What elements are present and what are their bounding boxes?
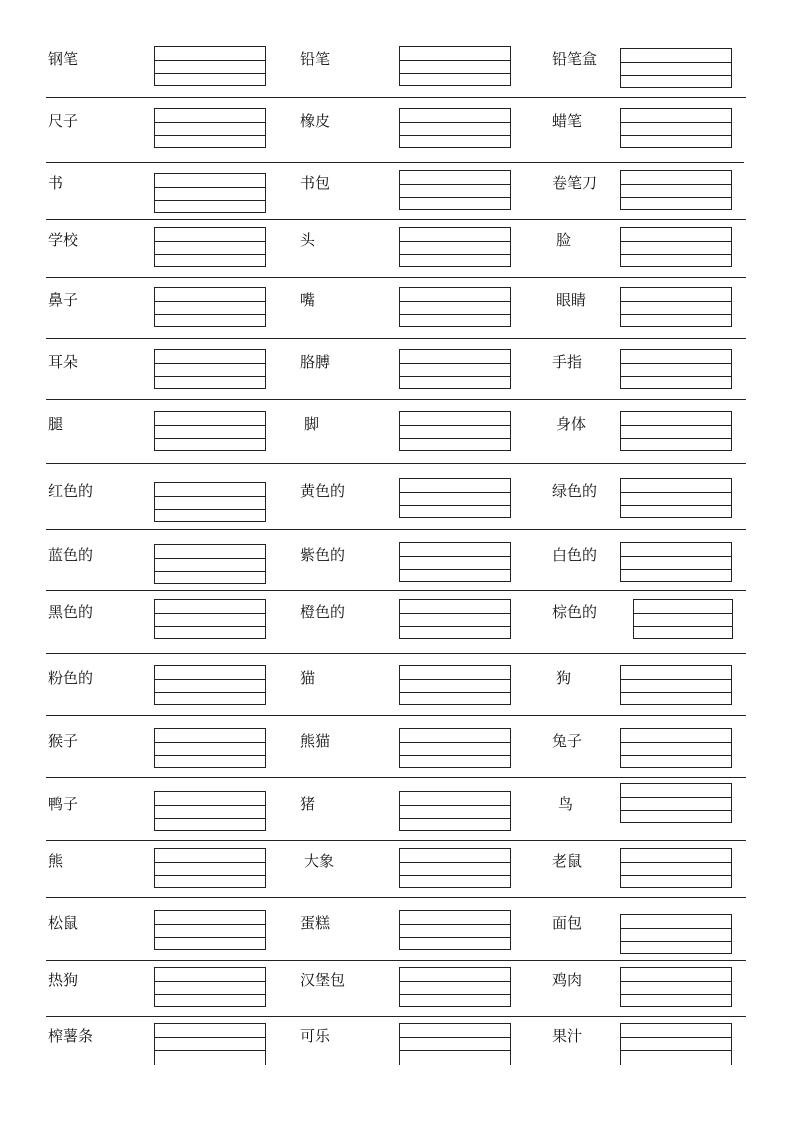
writing-guide-line bbox=[400, 60, 510, 61]
writing-guide-line bbox=[621, 241, 731, 242]
writing-lines-box[interactable] bbox=[620, 914, 732, 954]
writing-guide-line bbox=[400, 924, 510, 925]
writing-lines-box[interactable] bbox=[620, 478, 732, 518]
writing-lines-box[interactable] bbox=[399, 599, 511, 639]
writing-guide-line bbox=[155, 122, 265, 123]
writing-guide-line bbox=[155, 1050, 265, 1051]
writing-guide-line bbox=[621, 742, 731, 743]
writing-lines-box[interactable] bbox=[620, 967, 732, 1007]
writing-guide-line bbox=[400, 1037, 510, 1038]
writing-guide-line bbox=[155, 496, 265, 497]
writing-guide-line bbox=[155, 692, 265, 693]
writing-guide-line bbox=[155, 742, 265, 743]
writing-lines-box[interactable] bbox=[154, 599, 266, 639]
writing-guide-line bbox=[621, 62, 731, 63]
writing-lines-box[interactable] bbox=[633, 599, 733, 639]
writing-guide-line bbox=[155, 875, 265, 876]
word-label: 松鼠 bbox=[48, 914, 79, 932]
writing-guide-line bbox=[400, 73, 510, 74]
writing-guide-line bbox=[155, 376, 265, 377]
writing-lines-box[interactable] bbox=[399, 227, 511, 267]
writing-guide-line bbox=[400, 818, 510, 819]
writing-guide-line bbox=[621, 692, 731, 693]
writing-guide-line bbox=[621, 197, 731, 198]
writing-lines-box[interactable] bbox=[620, 542, 732, 582]
word-label: 狗 bbox=[556, 669, 572, 687]
writing-guide-line bbox=[634, 613, 732, 614]
word-label: 热狗 bbox=[48, 971, 79, 989]
writing-guide-line bbox=[621, 797, 731, 798]
writing-lines-box[interactable] bbox=[399, 349, 511, 389]
word-label: 黄色的 bbox=[300, 482, 346, 500]
row-divider bbox=[46, 399, 746, 400]
writing-lines-box[interactable] bbox=[399, 170, 511, 210]
word-label: 腿 bbox=[48, 415, 64, 433]
writing-guide-line bbox=[155, 425, 265, 426]
writing-guide-line bbox=[400, 425, 510, 426]
writing-lines-box[interactable] bbox=[399, 46, 511, 86]
writing-guide-line bbox=[621, 505, 731, 506]
writing-guide-line bbox=[155, 818, 265, 819]
writing-guide-line bbox=[400, 862, 510, 863]
word-label: 身体 bbox=[556, 415, 587, 433]
word-label: 蛋糕 bbox=[300, 914, 331, 932]
writing-lines-box[interactable] bbox=[154, 967, 266, 1007]
writing-guide-line bbox=[400, 613, 510, 614]
row-divider bbox=[46, 162, 744, 163]
writing-guide-line bbox=[155, 73, 265, 74]
writing-guide-line bbox=[155, 558, 265, 559]
writing-guide-line bbox=[155, 1037, 265, 1038]
word-label: 绿色的 bbox=[552, 482, 598, 500]
word-label: 熊 bbox=[48, 852, 64, 870]
writing-guide-line bbox=[155, 187, 265, 188]
writing-lines-box[interactable] bbox=[154, 665, 266, 705]
writing-lines-box[interactable] bbox=[154, 910, 266, 950]
writing-guide-line bbox=[400, 122, 510, 123]
writing-guide-line bbox=[621, 679, 731, 680]
writing-lines-box[interactable] bbox=[399, 967, 511, 1007]
writing-guide-line bbox=[400, 875, 510, 876]
writing-guide-line bbox=[621, 135, 731, 136]
word-label: 黑色的 bbox=[48, 603, 94, 621]
word-label: 铅笔盒 bbox=[552, 50, 598, 68]
writing-guide-line bbox=[155, 626, 265, 627]
writing-guide-line bbox=[155, 438, 265, 439]
writing-guide-line bbox=[155, 924, 265, 925]
writing-guide-line bbox=[621, 941, 731, 942]
writing-guide-line bbox=[400, 438, 510, 439]
writing-guide-line bbox=[155, 981, 265, 982]
writing-guide-line bbox=[621, 184, 731, 185]
writing-lines-box[interactable] bbox=[154, 1023, 266, 1065]
writing-guide-line bbox=[155, 862, 265, 863]
writing-guide-line bbox=[400, 692, 510, 693]
word-label: 猫 bbox=[300, 669, 316, 687]
writing-guide-line bbox=[155, 135, 265, 136]
word-label: 榨薯条 bbox=[48, 1027, 94, 1045]
word-label: 橡皮 bbox=[300, 112, 331, 130]
row-divider bbox=[46, 777, 746, 778]
writing-guide-line bbox=[621, 810, 731, 811]
row-divider bbox=[46, 653, 746, 654]
writing-lines-box[interactable] bbox=[620, 1023, 732, 1065]
word-label: 粉色的 bbox=[48, 669, 94, 687]
word-label: 面包 bbox=[552, 914, 583, 932]
writing-guide-line bbox=[155, 679, 265, 680]
writing-guide-line bbox=[621, 122, 731, 123]
word-label: 铅笔 bbox=[300, 50, 331, 68]
writing-guide-line bbox=[400, 755, 510, 756]
word-label: 果汁 bbox=[552, 1027, 583, 1045]
writing-guide-line bbox=[621, 301, 731, 302]
word-label: 书包 bbox=[300, 174, 331, 192]
writing-lines-box[interactable] bbox=[620, 48, 732, 88]
writing-guide-line bbox=[621, 254, 731, 255]
writing-lines-box[interactable] bbox=[620, 728, 732, 768]
writing-guide-line bbox=[155, 937, 265, 938]
word-label: 学校 bbox=[48, 231, 79, 249]
writing-lines-box[interactable] bbox=[154, 544, 266, 584]
row-divider bbox=[46, 960, 746, 961]
word-label: 鸡肉 bbox=[552, 971, 583, 989]
word-label: 卷笔刀 bbox=[552, 174, 598, 192]
row-divider bbox=[46, 97, 746, 98]
writing-lines-box[interactable] bbox=[399, 848, 511, 888]
writing-guide-line bbox=[400, 254, 510, 255]
writing-guide-line bbox=[621, 928, 731, 929]
writing-lines-box[interactable] bbox=[154, 287, 266, 327]
word-label: 蓝色的 bbox=[48, 546, 94, 564]
word-label: 嘴 bbox=[300, 291, 316, 309]
writing-lines-box[interactable] bbox=[620, 170, 732, 210]
writing-guide-line bbox=[621, 875, 731, 876]
writing-guide-line bbox=[400, 981, 510, 982]
word-label: 蜡笔 bbox=[552, 112, 583, 130]
word-label: 大象 bbox=[304, 852, 335, 870]
writing-guide-line bbox=[400, 314, 510, 315]
word-label: 眼睛 bbox=[556, 291, 587, 309]
writing-guide-line bbox=[155, 301, 265, 302]
word-label: 钢笔 bbox=[48, 50, 79, 68]
writing-guide-line bbox=[155, 509, 265, 510]
writing-guide-line bbox=[400, 1050, 510, 1051]
word-label: 棕色的 bbox=[552, 603, 598, 621]
writing-guide-line bbox=[621, 755, 731, 756]
writing-lines-box[interactable] bbox=[154, 791, 266, 831]
row-divider bbox=[46, 840, 746, 841]
word-label: 兔子 bbox=[552, 732, 583, 750]
word-label: 白色的 bbox=[552, 546, 598, 564]
writing-guide-line bbox=[155, 613, 265, 614]
writing-guide-line bbox=[400, 363, 510, 364]
writing-guide-line bbox=[155, 755, 265, 756]
writing-guide-line bbox=[155, 805, 265, 806]
word-label: 猪 bbox=[300, 795, 316, 813]
word-label: 鼻子 bbox=[48, 291, 79, 309]
writing-guide-line bbox=[400, 556, 510, 557]
word-label: 猴子 bbox=[48, 732, 79, 750]
writing-guide-line bbox=[621, 75, 731, 76]
word-label: 脸 bbox=[556, 231, 572, 249]
writing-lines-box[interactable] bbox=[399, 542, 511, 582]
word-label: 耳朵 bbox=[48, 353, 79, 371]
word-label: 胳膊 bbox=[300, 353, 331, 371]
row-divider bbox=[46, 715, 746, 716]
writing-lines-box[interactable] bbox=[154, 46, 266, 86]
writing-lines-box[interactable] bbox=[154, 227, 266, 267]
word-label: 汉堡包 bbox=[300, 971, 346, 989]
writing-guide-line bbox=[621, 425, 731, 426]
row-divider bbox=[46, 463, 746, 464]
writing-lines-box[interactable] bbox=[154, 108, 266, 148]
writing-guide-line bbox=[621, 363, 731, 364]
writing-guide-line bbox=[400, 184, 510, 185]
word-label: 红色的 bbox=[48, 482, 94, 500]
writing-lines-box[interactable] bbox=[399, 108, 511, 148]
writing-guide-line bbox=[400, 301, 510, 302]
writing-guide-line bbox=[621, 981, 731, 982]
word-label: 橙色的 bbox=[300, 603, 346, 621]
row-divider bbox=[46, 219, 746, 220]
writing-guide-line bbox=[155, 60, 265, 61]
writing-lines-box[interactable] bbox=[154, 349, 266, 389]
writing-guide-line bbox=[621, 556, 731, 557]
writing-guide-line bbox=[621, 1037, 731, 1038]
writing-guide-line bbox=[155, 200, 265, 201]
writing-lines-box[interactable] bbox=[399, 791, 511, 831]
row-divider bbox=[46, 277, 746, 278]
writing-guide-line bbox=[634, 626, 732, 627]
word-label: 手指 bbox=[552, 353, 583, 371]
writing-guide-line bbox=[400, 505, 510, 506]
word-label: 老鼠 bbox=[552, 852, 583, 870]
writing-lines-box[interactable] bbox=[620, 108, 732, 148]
writing-guide-line bbox=[155, 314, 265, 315]
writing-lines-box[interactable] bbox=[154, 173, 266, 213]
word-label: 鸭子 bbox=[48, 795, 79, 813]
writing-lines-box[interactable] bbox=[399, 478, 511, 518]
row-divider bbox=[46, 897, 746, 898]
writing-lines-box[interactable] bbox=[620, 665, 732, 705]
writing-guide-line bbox=[155, 254, 265, 255]
word-label: 脚 bbox=[304, 415, 320, 433]
writing-guide-line bbox=[155, 994, 265, 995]
writing-guide-line bbox=[400, 376, 510, 377]
writing-guide-line bbox=[621, 376, 731, 377]
writing-guide-line bbox=[155, 571, 265, 572]
row-divider bbox=[46, 338, 746, 339]
row-divider bbox=[46, 1016, 746, 1017]
writing-lines-box[interactable] bbox=[620, 227, 732, 267]
word-label: 熊猫 bbox=[300, 732, 331, 750]
writing-lines-box[interactable] bbox=[154, 482, 266, 522]
writing-lines-box[interactable] bbox=[620, 783, 732, 823]
writing-guide-line bbox=[400, 492, 510, 493]
writing-guide-line bbox=[621, 1050, 731, 1051]
writing-guide-line bbox=[400, 197, 510, 198]
writing-guide-line bbox=[400, 937, 510, 938]
writing-guide-line bbox=[400, 626, 510, 627]
writing-guide-line bbox=[155, 241, 265, 242]
writing-guide-line bbox=[621, 862, 731, 863]
writing-lines-box[interactable] bbox=[154, 848, 266, 888]
writing-guide-line bbox=[155, 363, 265, 364]
word-label: 书 bbox=[48, 174, 64, 192]
writing-lines-box[interactable] bbox=[399, 1023, 511, 1065]
writing-guide-line bbox=[621, 492, 731, 493]
writing-guide-line bbox=[400, 569, 510, 570]
writing-guide-line bbox=[400, 135, 510, 136]
writing-guide-line bbox=[621, 314, 731, 315]
writing-lines-box[interactable] bbox=[154, 411, 266, 451]
word-label: 鸟 bbox=[558, 795, 574, 813]
writing-lines-box[interactable] bbox=[620, 411, 732, 451]
writing-guide-line bbox=[400, 805, 510, 806]
word-label: 头 bbox=[300, 231, 316, 249]
writing-guide-line bbox=[621, 994, 731, 995]
writing-guide-line bbox=[621, 438, 731, 439]
word-label: 可乐 bbox=[300, 1027, 331, 1045]
writing-lines-box[interactable] bbox=[620, 848, 732, 888]
writing-guide-line bbox=[400, 994, 510, 995]
writing-guide-line bbox=[621, 569, 731, 570]
writing-lines-box[interactable] bbox=[399, 728, 511, 768]
row-divider bbox=[46, 529, 746, 530]
writing-guide-line bbox=[400, 679, 510, 680]
writing-lines-box[interactable] bbox=[154, 728, 266, 768]
word-label: 尺子 bbox=[48, 112, 79, 130]
writing-lines-box[interactable] bbox=[399, 411, 511, 451]
writing-lines-box[interactable] bbox=[620, 287, 732, 327]
writing-guide-line bbox=[400, 241, 510, 242]
writing-lines-box[interactable] bbox=[399, 665, 511, 705]
row-divider bbox=[46, 590, 746, 591]
word-label: 紫色的 bbox=[300, 546, 346, 564]
writing-lines-box[interactable] bbox=[399, 287, 511, 327]
writing-lines-box[interactable] bbox=[399, 910, 511, 950]
writing-guide-line bbox=[400, 742, 510, 743]
writing-lines-box[interactable] bbox=[620, 349, 732, 389]
